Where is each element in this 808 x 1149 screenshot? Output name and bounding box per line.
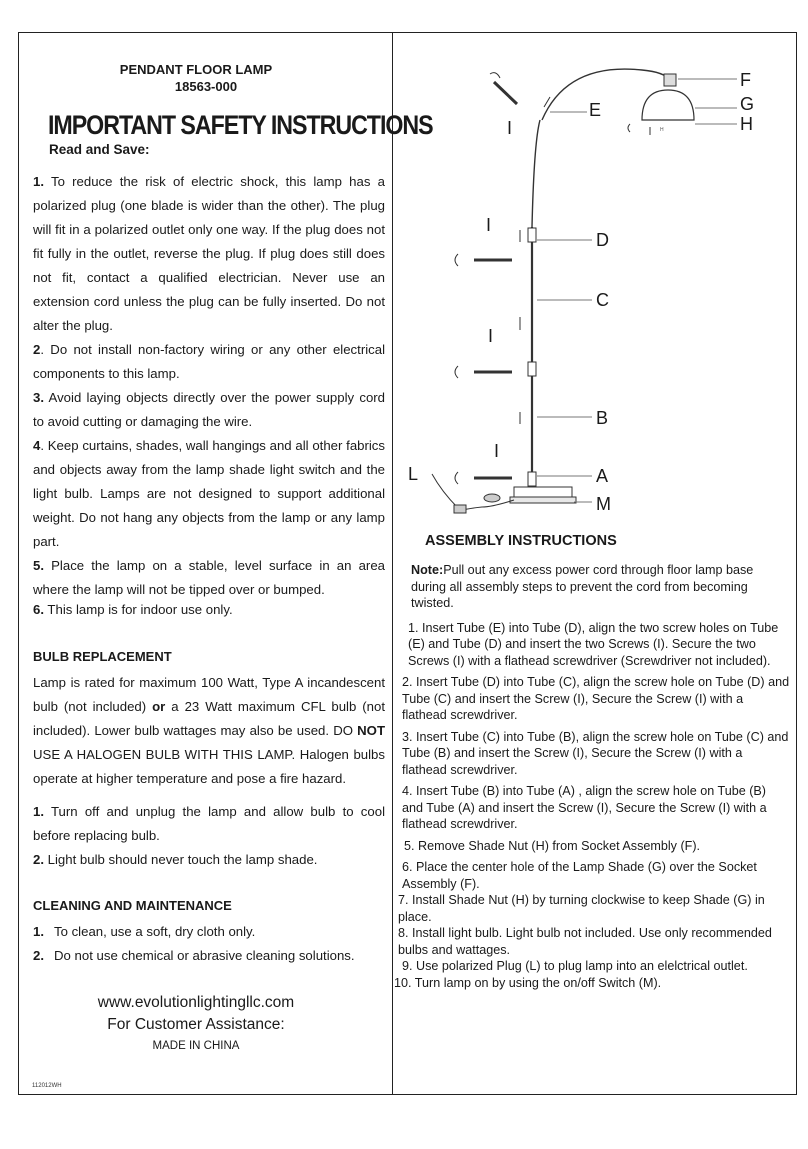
customer-assistance: For Customer Assistance: — [107, 1016, 285, 1033]
safety-item: 3. Avoid laying objects directly over the power supply cord to avoid cutting or damaging the wire. — [33, 390, 385, 429]
assembly-step: 6. Place the center hole of the Lamp Shade (G) over the Socket Assembly (F). — [402, 860, 757, 891]
assembly-step: 3. Insert Tube (C) into Tube (B), align the screw hole on Tube (C) and Tube (B) and insert the Screw (I), Secure the Screw (I) with a flathead screwdriver. — [402, 729, 789, 777]
lamp-diagram — [392, 32, 797, 532]
assembly-step: 2. Insert Tube (D) into Tube (C), align the screw hole on Tube (D) and Tube (C) and insert the Screw (I), Secure the Screw (I) with a flathead screwdriver. — [402, 675, 790, 722]
product-name: PENDANT FLOOR LAMP — [119, 62, 273, 77]
assembly-heading: ASSEMBLY INSTRUCTIONS — [425, 533, 617, 549]
bulb-heading: BULB REPLACEMENT — [33, 649, 172, 664]
assembly-step: 10. Turn lamp on by using the on/off Switch (M). — [394, 975, 662, 990]
safety-list — [33, 170, 385, 968]
label-e: E — [589, 100, 602, 120]
bulb-paragraph: Lamp is rated for maximum 100 Watt, Type A incandescent bulb (not included) or a 23 Watt maximum CFL bulb (not included). Lower bulb wattages may also be used. DO NOT USE A HALOGEN BULB WITH THIS LAMP. Halogen bulbs operate at higher temperature and pose a fire hazard. — [33, 675, 385, 786]
label-h: H — [740, 114, 753, 134]
assembly-list — [394, 562, 790, 996]
model-number: 18563-000 — [174, 79, 238, 94]
assembly-step: 9. Use polarized Plug (L) to plug lamp into an elelctrical outlet. — [402, 959, 748, 973]
read-and-save: Read and Save: — [49, 142, 150, 157]
screw-top — [490, 73, 550, 107]
assembly-step: 1. Insert Tube (E) into Tube (D), align the two screw holes on Tube (E) and Tube (D) and insert the two Screws (I). Secure the two Screws (I) with a flathead screwdriver (Screwdriver not included). — [408, 620, 779, 668]
label-i-d: I — [486, 215, 492, 235]
cleaning-item: 2. Do not use chemical or abrasive cleaning solutions. — [33, 948, 355, 963]
label-m: M — [596, 494, 611, 514]
label-d: D — [596, 230, 609, 250]
screw-d — [455, 230, 520, 266]
screw-b — [455, 412, 520, 484]
doc-code: 112012WH — [32, 1083, 62, 1089]
assembly-step: 4. Insert Tube (B) into Tube (A) , align the screw hole on Tube (B) and Tube (A) and insert the Screw (I), Secure the Screw (I) with a flathead screwdriver. — [402, 784, 767, 831]
label-g: G — [740, 94, 755, 114]
label-i-c: I — [488, 326, 494, 346]
safety-item: 1. To reduce the risk of electric shock, this lamp has a polarized plug (one blade is wider than the other). The plug will fit in a polarized outlet only one way. If the plug does not fit fully in the outlet, reverse the plug. If plug does still does not fit, contact a qualified electrician. Never use an extension cord unless the plug can be fully inserted. Do not alter the plug. — [33, 174, 385, 333]
label-i-top: I — [507, 118, 513, 138]
label-b: B — [596, 408, 609, 428]
safety-item: 4. Keep curtains, shades, wall hangings and all other fabrics and objects away from the lamp shade light switch and the light bulb. Lamps are not designed to support additional weight. Do not hang any objects from the lamp or any lamp part. — [33, 438, 385, 549]
cleaning-item: 1. To clean, use a soft, dry cloth only. — [33, 924, 256, 939]
safety-item: 2. Do not install non-factory wiring or any other electrical components to this lamp. — [33, 342, 385, 381]
label-a: A — [596, 466, 609, 486]
bulb-step: 1. Turn off and unplug the lamp and allow bulb to cool before replacing bulb. — [33, 804, 385, 843]
svg-text:H: H — [660, 127, 664, 133]
assembly-note: Note:Pull out any excess power cord through floor lamp base during all assembly steps to prevent the cord from becoming twisted. — [411, 563, 754, 610]
safety-item: 6. This lamp is for indoor use only. — [33, 602, 233, 617]
cleaning-heading: CLEANING AND MAINTENANCE — [33, 898, 232, 913]
label-c: C — [596, 290, 609, 310]
bulb-step: 2. Light bulb should never touch the lamp shade. — [33, 852, 318, 867]
made-in: MADE IN CHINA — [152, 1040, 240, 1052]
assembly-step: 7. Install Shade Nut (H) by turning clockwise to keep Shade (G) in place. — [398, 893, 765, 924]
label-f: F — [740, 70, 751, 90]
label-i-b: I — [494, 441, 500, 461]
assembly-step: 5. Remove Shade Nut (H) from Socket Assembly (F). — [404, 838, 701, 853]
assembly-step: 8. Install light bulb. Light bulb not included. Use only recommended bulbs and wattages. — [398, 926, 772, 957]
label-l: L — [408, 464, 419, 484]
website-link[interactable]: www.evolutionlightingllc.com — [97, 994, 295, 1011]
page-title: IMPORTANT SAFETY INSTRUCTIONS — [48, 110, 433, 140]
safety-item: 5. Place the lamp on a stable, level surface in an area where the lamp will not be tipped over or bumped. — [33, 558, 385, 597]
